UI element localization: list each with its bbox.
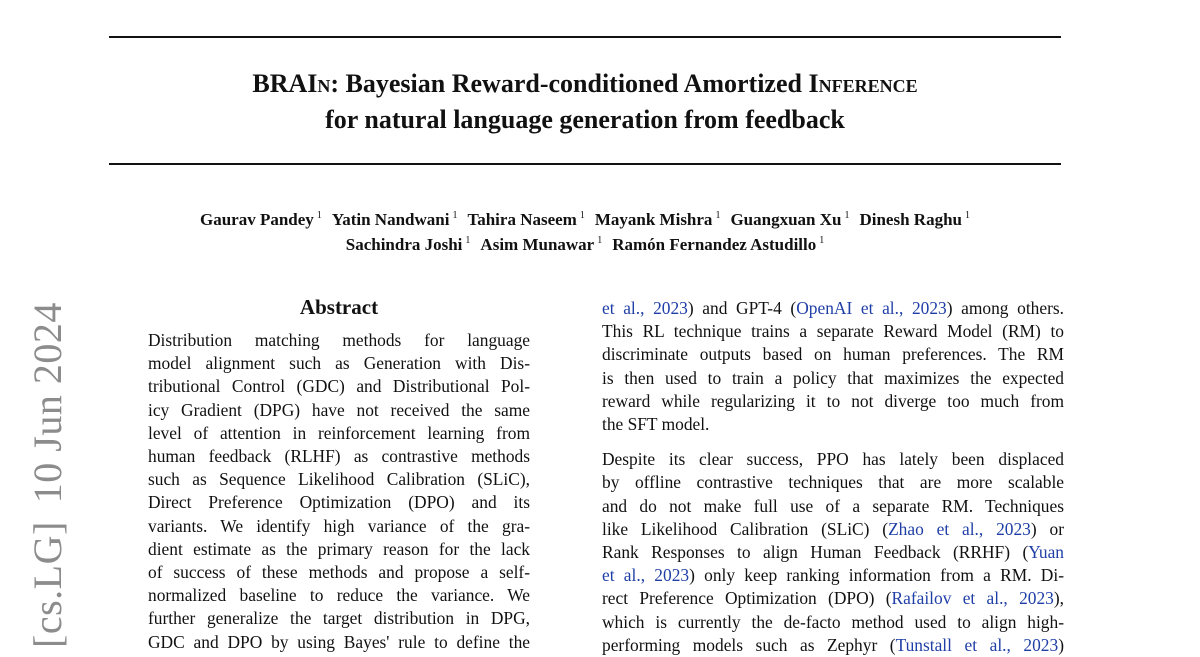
abstract-body	[148, 329, 530, 654]
body-text: and do not make full use of a separate RM. Techniques	[602, 495, 1064, 516]
body-text: reward while regularizing it to not diverge too much from	[602, 390, 1064, 411]
body-text: ) and GPT-4 (	[687, 298, 797, 318]
right-paragraph-1	[602, 297, 1064, 436]
abstract-line: of success of these methods and propose a self-	[148, 562, 530, 583]
body-line	[602, 390, 1064, 413]
left-column	[148, 290, 530, 654]
body-text: Despite its clear success, PPO has lately been displaced	[602, 449, 1064, 470]
body-line	[602, 564, 1064, 587]
abstract-line: tributional Control (GDC) and Distributional Pol-	[148, 376, 530, 397]
arxiv-date: 10 Jun 2024	[25, 302, 70, 504]
author	[200, 210, 322, 229]
body-line	[602, 320, 1064, 343]
abstract-line: further generalize the target distribution in DPG,	[148, 608, 530, 629]
body-text: This RL technique trains a separate Reward Model (RM) to	[602, 321, 1064, 342]
abstract-line: level of attention in reinforcement learning from	[148, 422, 530, 443]
body-line	[602, 587, 1064, 610]
author-affiliation-mark: 1	[964, 210, 970, 221]
author	[612, 235, 824, 254]
abstract-line: Distribution matching methods for language	[148, 330, 530, 350]
title-bottom-rule	[109, 163, 1061, 165]
author-name: Yatin Nandwani	[331, 210, 450, 229]
citation-link[interactable]: Zhao et al., 2023	[888, 518, 1031, 539]
abstract-heading: Abstract	[299, 295, 379, 319]
title-text: : Bayesian Reward-conditioned Amortized I	[330, 69, 819, 98]
body-text: the SFT model.	[602, 414, 710, 435]
body-line	[602, 471, 1064, 494]
body-text: ) or	[1030, 518, 1064, 539]
citation-link[interactable]: Yuan	[1028, 542, 1064, 563]
author-name: Guangxuan Xu	[730, 210, 842, 229]
citation-link[interactable]: et al., 2023	[602, 565, 690, 586]
body-text: which is currently the de-facto method used to align high-	[602, 611, 1064, 632]
body-text: discriminate outputs based on human preferences. The RM	[602, 344, 1064, 365]
author-affiliation-mark: 1	[452, 210, 458, 221]
citation-link[interactable]: Rafailov et al., 2023	[891, 588, 1054, 609]
author-name: Gaurav Pandey	[200, 210, 314, 229]
body-text: rect Preference Optimization (DPO) (	[602, 588, 892, 609]
arxiv-category: [cs.LG]	[25, 521, 70, 648]
citation-link[interactable]: et al., 2023	[602, 298, 688, 318]
author	[730, 210, 849, 229]
arxiv-identifier	[22, 302, 74, 648]
author-affiliation-mark: 1	[579, 210, 585, 221]
title-text: BRAI	[252, 69, 318, 98]
body-line	[602, 343, 1064, 366]
body-text: ) among others.	[946, 298, 1064, 318]
body-text: ) only keep ranking information from a RM. Di-	[689, 565, 1064, 586]
author-affiliation-mark: 1	[597, 235, 603, 246]
body-line	[602, 448, 1064, 471]
author-name: Asim Munawar	[480, 235, 595, 254]
citation-link[interactable]: Tunstall et al., 2023	[895, 634, 1059, 655]
abstract-line: dient estimate as the primary reason for the lack	[148, 538, 530, 559]
author-affiliation-mark: 1	[844, 210, 850, 221]
body-text: by offline contrastive techniques that are more scalable	[602, 472, 1064, 493]
body-text: like Likelihood Calibration (SLiC) (	[602, 518, 889, 539]
right-column	[602, 297, 1064, 657]
author-affiliation-mark: 1	[465, 235, 471, 246]
abstract-line: such as Sequence Likelihood Calibration (SLiC),	[148, 469, 530, 490]
author	[467, 210, 584, 229]
author-list	[109, 207, 1061, 257]
body-line	[602, 495, 1064, 518]
author-name: Dinesh Raghu	[859, 210, 962, 229]
body-line	[602, 541, 1064, 564]
body-line	[602, 634, 1064, 657]
author-affiliation-mark: 1	[819, 235, 825, 246]
author-name: Tahira Naseem	[467, 210, 577, 229]
abstract-line: human feedback (RLHF) as contrastive methods	[148, 446, 530, 467]
author	[480, 235, 602, 254]
body-text: performing models such as Zephyr (	[602, 634, 896, 655]
body-line	[602, 297, 1064, 320]
author-affiliation-mark: 1	[715, 210, 721, 221]
title-line-2: for natural language generation from feedback	[325, 105, 845, 134]
author-line-2	[109, 232, 1061, 257]
paper-title	[109, 66, 1061, 138]
abstract-line: model alignment such as Generation with Dis-	[148, 353, 530, 374]
title-top-rule	[109, 36, 1061, 38]
abstract-line: normalized baseline to reduce the variance. We	[148, 585, 530, 606]
body-line	[602, 611, 1064, 634]
body-text: is then used to train a policy that maximizes the expected	[602, 367, 1064, 388]
author-name: Mayank Mishra	[594, 210, 713, 229]
abstract-line: Direct Preference Optimization (DPO) and its	[148, 492, 530, 513]
author-name: Sachindra Joshi	[345, 235, 463, 254]
abstract-line: GDC and DPO by using Bayes' rule to define the	[148, 631, 530, 652]
body-text: ),	[1053, 588, 1064, 609]
body-text: )	[1058, 634, 1064, 655]
abstract-line: icy Gradient (DPG) have not received the same	[148, 399, 530, 420]
title-small-caps: nference	[818, 69, 918, 98]
author-line-1	[109, 207, 1061, 232]
body-line	[602, 367, 1064, 390]
body-line	[602, 413, 1064, 436]
author	[346, 235, 471, 254]
author-affiliation-mark: 1	[316, 210, 322, 221]
right-paragraph-2	[602, 448, 1064, 657]
author-name: Ramón Fernandez Astudillo	[612, 235, 817, 254]
author	[859, 210, 970, 229]
author	[595, 210, 721, 229]
title-line-1	[109, 66, 1061, 102]
citation-link[interactable]: OpenAI et al., 2023	[796, 298, 947, 318]
title-small-caps: n	[317, 69, 331, 98]
abstract-line: variants. We identify high variance of the gra-	[148, 515, 530, 536]
body-text: Rank Responses to align Human Feedback (RRHF) (	[602, 542, 1029, 563]
author	[332, 210, 458, 229]
body-line	[602, 518, 1064, 541]
